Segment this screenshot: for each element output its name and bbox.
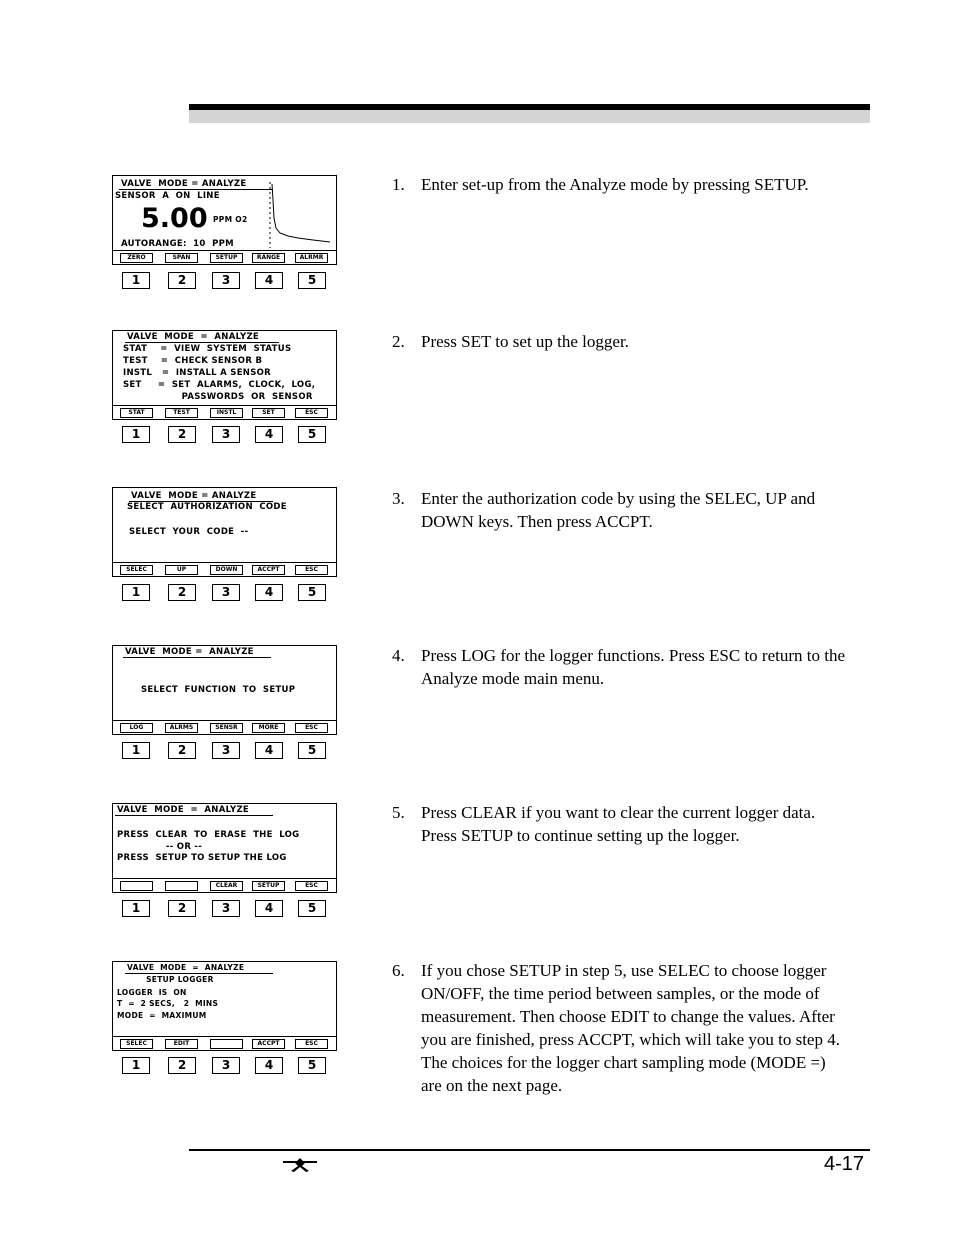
screen-line: LOGGER IS ON bbox=[117, 988, 187, 997]
screen-line: SETUP LOGGER bbox=[117, 975, 214, 984]
step-number: 5. bbox=[392, 803, 405, 822]
footer-rule bbox=[189, 1149, 870, 1151]
step-text: Enter the authorization code by using the SELEC, UP and DOWN keys. Then press ACCPT. bbox=[421, 489, 816, 531]
key-2: 2 bbox=[168, 426, 196, 443]
screen-line: SELECT FUNCTION TO SETUP bbox=[141, 685, 296, 695]
key-2: 2 bbox=[168, 584, 196, 601]
key-1: 1 bbox=[122, 584, 150, 601]
softkey-4: SET bbox=[252, 408, 285, 418]
softkey-bar bbox=[113, 562, 336, 576]
screen-line: SENSOR A ON LINE bbox=[115, 191, 220, 201]
trend-graph bbox=[268, 180, 334, 250]
key-1: 1 bbox=[122, 900, 150, 917]
screen-line: INSTL = INSTALL A SENSOR bbox=[123, 368, 272, 378]
instruction-step-2 bbox=[392, 330, 847, 356]
screen-line: T = 2 SECS, 2 MINS bbox=[117, 999, 219, 1008]
key-3: 3 bbox=[212, 742, 240, 759]
key-3: 3 bbox=[212, 426, 240, 443]
instruction-step-4 bbox=[392, 644, 847, 694]
key-1: 1 bbox=[122, 1057, 150, 1074]
softkey-3: CLEAR bbox=[210, 881, 243, 891]
key-5: 5 bbox=[298, 426, 326, 443]
softkey-1: LOG bbox=[120, 723, 153, 733]
key-3: 3 bbox=[212, 900, 240, 917]
step-text: The choices for the logger chart sampling mode (MODE =) are on the next page. bbox=[421, 1053, 826, 1095]
page-number: 4-17 bbox=[824, 1153, 865, 1175]
instruction-step-3 bbox=[392, 487, 847, 537]
screen-title: VALVE MODE = ANALYZE bbox=[125, 332, 279, 343]
softkey-5: ESC bbox=[295, 881, 328, 891]
key-5: 5 bbox=[298, 742, 326, 759]
keypad-step-6 bbox=[122, 1057, 332, 1073]
softkey-1 bbox=[120, 881, 153, 891]
instruction-step-5 bbox=[392, 801, 847, 851]
softkey-3 bbox=[210, 1039, 243, 1049]
step-number: 3. bbox=[392, 489, 405, 508]
screen-title: VALVE MODE = ANALYZE bbox=[115, 805, 273, 816]
key-5: 5 bbox=[298, 900, 326, 917]
key-4: 4 bbox=[255, 1057, 283, 1074]
softkey-2: ALRMS bbox=[165, 723, 198, 733]
screen-line: SET = SET ALARMS, CLOCK, LOG, bbox=[123, 380, 316, 390]
screen-line: PRESS SETUP TO SETUP THE LOG bbox=[117, 853, 287, 863]
softkey-5: ESC bbox=[295, 723, 328, 733]
key-1: 1 bbox=[122, 426, 150, 443]
softkey-1: ZERO bbox=[120, 253, 153, 263]
softkey-2: SPAN bbox=[165, 253, 198, 263]
screen-line: TEST = CHECK SENSOR B bbox=[123, 356, 263, 366]
screen-title: VALVE MODE = ANALYZE bbox=[119, 179, 273, 190]
screen-line: MODE = MAXIMUM bbox=[117, 1011, 207, 1020]
range-line: AUTORANGE: 10 PPM bbox=[121, 239, 234, 249]
screen-title: VALVE MODE = ANALYZE bbox=[125, 963, 273, 974]
key-4: 4 bbox=[255, 742, 283, 759]
reading-unit: PPM O2 bbox=[213, 215, 248, 224]
key-3: 3 bbox=[212, 584, 240, 601]
key-2: 2 bbox=[168, 272, 196, 289]
softkey-2: EDIT bbox=[165, 1039, 198, 1049]
key-5: 5 bbox=[298, 584, 326, 601]
keypad-step-3 bbox=[122, 584, 332, 600]
step-number: 2. bbox=[392, 332, 405, 351]
key-2: 2 bbox=[168, 1057, 196, 1074]
keypad-step-2 bbox=[122, 426, 332, 442]
key-4: 4 bbox=[255, 900, 283, 917]
softkey-5: ALRMR bbox=[295, 253, 328, 263]
softkey-3: SETUP bbox=[210, 253, 243, 263]
softkey-4: ACCPT bbox=[252, 565, 285, 575]
keypad-step-1 bbox=[122, 272, 332, 288]
teledyne-logo-icon bbox=[283, 1158, 317, 1172]
softkey-bar bbox=[113, 405, 336, 419]
screen-line: STAT = VIEW SYSTEM STATUS bbox=[123, 344, 292, 354]
step-text: Press LOG for the logger functions. Press ESC to return to the Analyze mode main menu. bbox=[421, 646, 845, 688]
key-2: 2 bbox=[168, 900, 196, 917]
screen-title: VALVE MODE = ANALYZE bbox=[123, 647, 271, 658]
step-number: 1. bbox=[392, 175, 405, 194]
step-text: Press SET to set up the logger. bbox=[421, 332, 629, 351]
softkey-1: STAT bbox=[120, 408, 153, 418]
softkey-4: SETUP bbox=[252, 881, 285, 891]
screen-line: PRESS CLEAR TO ERASE THE LOG bbox=[117, 830, 300, 840]
softkey-3: SENSR bbox=[210, 723, 243, 733]
softkey-2 bbox=[165, 881, 198, 891]
softkey-3: INSTL bbox=[210, 408, 243, 418]
analyzer-screen-step-4 bbox=[112, 645, 337, 735]
key-2: 2 bbox=[168, 742, 196, 759]
key-5: 5 bbox=[298, 1057, 326, 1074]
softkey-4: MORE bbox=[252, 723, 285, 733]
analyzer-screen-step-3 bbox=[112, 487, 337, 577]
softkey-bar bbox=[113, 720, 336, 734]
softkey-bar bbox=[113, 250, 336, 264]
step-number: 6. bbox=[392, 961, 405, 980]
instruction-step-6 bbox=[392, 959, 847, 1119]
instruction-step-1 bbox=[392, 173, 847, 223]
analyzer-screen-step-2 bbox=[112, 330, 337, 420]
softkey-1: SELEC bbox=[120, 1039, 153, 1049]
softkey-5: ESC bbox=[295, 1039, 328, 1049]
softkey-5: ESC bbox=[295, 408, 328, 418]
step-text: If you chose SETUP in step 5, use SELEC to choose logger ON/OFF, the time period between samples, or the mode of measurement. Then choose EDIT to change the values. After you are finished, press ACCPT, which will take you to step 4. bbox=[421, 961, 840, 1049]
softkey-5: ESC bbox=[295, 565, 328, 575]
key-1: 1 bbox=[122, 272, 150, 289]
key-5: 5 bbox=[298, 272, 326, 289]
softkey-bar bbox=[113, 1036, 336, 1050]
key-3: 3 bbox=[212, 272, 240, 289]
softkey-bar bbox=[113, 878, 336, 892]
screen-line: SELECT AUTHORIZATION CODE bbox=[127, 502, 287, 512]
reading-value: 5.00 bbox=[141, 203, 208, 234]
screen-title: VALVE MODE = ANALYZE bbox=[129, 491, 273, 502]
key-4: 4 bbox=[255, 272, 283, 289]
softkey-2: TEST bbox=[165, 408, 198, 418]
screen-line: PASSWORDS OR SENSOR bbox=[123, 392, 313, 402]
key-3: 3 bbox=[212, 1057, 240, 1074]
key-4: 4 bbox=[255, 426, 283, 443]
softkey-4: RANGE bbox=[252, 253, 285, 263]
screen-line: SELECT YOUR CODE -- bbox=[129, 527, 249, 537]
softkey-3: DOWN bbox=[210, 565, 243, 575]
step-text: Press CLEAR if you want to clear the current logger data. Press SETUP to continue setting up the logger. bbox=[421, 803, 816, 845]
softkey-2: UP bbox=[165, 565, 198, 575]
softkey-4: ACCPT bbox=[252, 1039, 285, 1049]
key-4: 4 bbox=[255, 584, 283, 601]
step-text: Enter set-up from the Analyze mode by pressing SETUP. bbox=[421, 175, 809, 194]
analyzer-screen-step-6 bbox=[112, 961, 337, 1051]
analyzer-screen-step-1 bbox=[112, 175, 337, 265]
keypad-step-5 bbox=[122, 900, 332, 916]
screen-line: -- OR -- bbox=[117, 842, 203, 852]
key-1: 1 bbox=[122, 742, 150, 759]
analyzer-screen-step-5 bbox=[112, 803, 337, 893]
step-number: 4. bbox=[392, 646, 405, 665]
header-band bbox=[189, 110, 870, 123]
keypad-step-4 bbox=[122, 742, 332, 758]
softkey-1: SELEC bbox=[120, 565, 153, 575]
